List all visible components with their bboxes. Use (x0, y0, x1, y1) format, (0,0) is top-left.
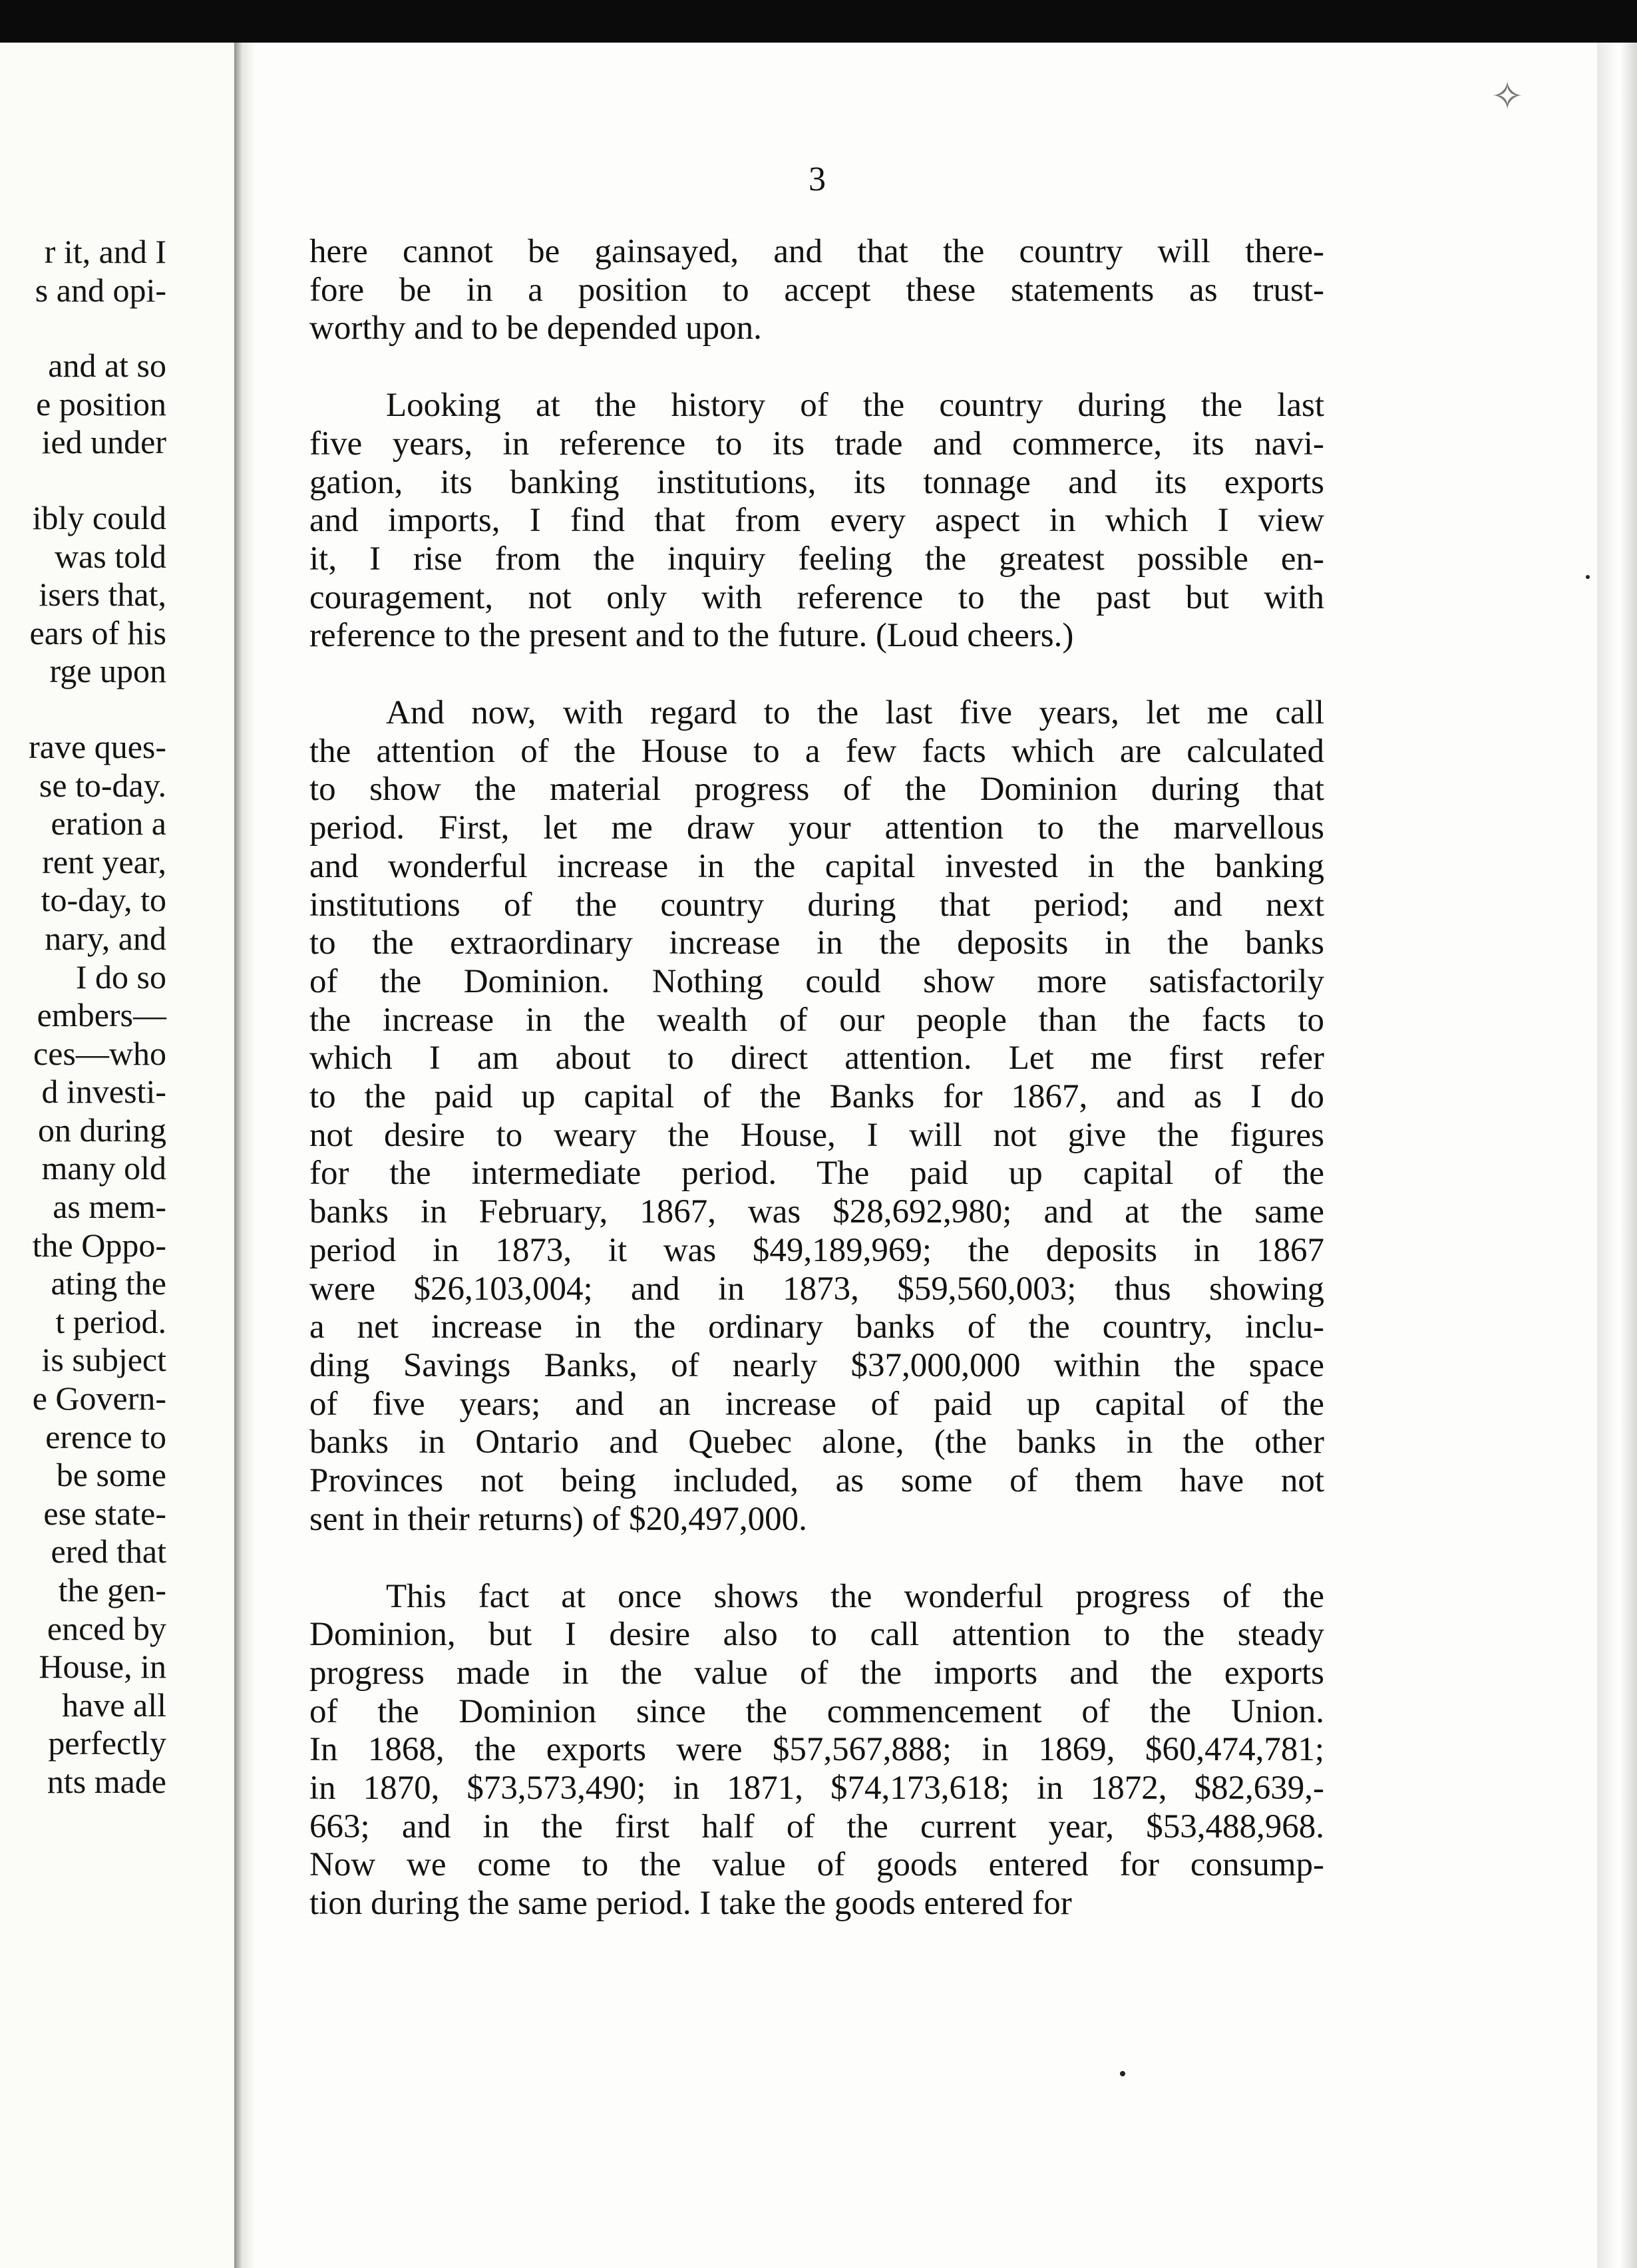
facing-line-fragment: ied under (41, 423, 166, 461)
facing-line-fragment: ating the (51, 1264, 166, 1302)
text-line: period. First, let me draw your attention to the marvellous (309, 809, 1324, 847)
facing-line-fragment: and at so (48, 347, 166, 385)
text-line: Dominion, but I desire also to call attention to the steady (309, 1616, 1324, 1654)
facing-line-fragment: rent year, (42, 843, 166, 880)
body-text (309, 233, 1324, 1962)
text-line: banks in February, 1867, was $28,692,980; and at the same (309, 1193, 1324, 1231)
paragraph-gap (0, 691, 166, 728)
text-line: five years, in reference to its trade and commerce, its navi- (309, 425, 1324, 463)
paragraph (309, 694, 1324, 1539)
text-line: worthy and to be depended upon. (309, 309, 762, 347)
facing-line-fragment: ibly could (32, 498, 166, 536)
stray-mark-dot (1586, 575, 1590, 579)
text-line: tion during the same period. I take the goods entered for (309, 1885, 1072, 1923)
facing-line-fragment: the Oppo- (32, 1226, 166, 1264)
facing-line-fragment: be some (56, 1456, 166, 1494)
paragraph (309, 387, 1324, 656)
text-line: in 1870, $73,573,490; in 1871, $74,173,618; in 1872, $82,639,- (309, 1770, 1324, 1807)
facing-line-fragment: on during (37, 1111, 166, 1149)
facing-line-fragment: s and opi- (35, 271, 166, 309)
facing-line-fragment: embers— (37, 996, 166, 1034)
facing-line-fragment: rave ques- (29, 727, 166, 765)
text-line: sent in their returns) of $20,497,000. (309, 1500, 807, 1538)
text-line: banks in Ontario and Quebec alone, (the banks in the other (309, 1423, 1324, 1461)
facing-line-fragment: se to-day. (39, 766, 166, 804)
text-line: reference to the present and to the future. (Loud cheers.) (309, 617, 1074, 655)
facing-line-fragment: as mem- (53, 1188, 166, 1226)
text-line: Now we come to the value of goods entered for consump- (309, 1846, 1324, 1884)
text-line: In 1868, the exports were $57,567,888; in 1869, $60,474,781; (309, 1731, 1324, 1769)
facing-line-fragment: ered that (51, 1533, 166, 1571)
facing-line-fragment: is subject (41, 1341, 166, 1379)
facing-line-fragment: ces—who (33, 1034, 166, 1072)
text-line: of the Dominion. Nothing could show more satisfactorily (309, 962, 1324, 1000)
facing-line-fragment: ese state- (43, 1494, 166, 1532)
text-line: and wonderful increase in the capital invested in the banking (309, 847, 1324, 885)
facing-line-fragment: House, in (39, 1648, 166, 1686)
facing-line-fragment: d investi- (41, 1073, 166, 1111)
text-line: and imports, I find that from every aspect in which I view (309, 502, 1324, 540)
facing-line-fragment: nary, and (45, 919, 166, 957)
page-edge (1597, 43, 1637, 2268)
paragraph (309, 233, 1324, 348)
text-line: to show the material progress of the Dominion during that (309, 771, 1324, 809)
facing-line-fragment: the gen- (58, 1571, 166, 1608)
text-line: couragement, not only with reference to the past but with (309, 578, 1324, 616)
text-line: ding Savings Banks, of nearly $37,000,000 within the space (309, 1346, 1324, 1384)
text-line: the increase in the wealth of our people than the facts to (309, 1001, 1324, 1039)
facing-line-fragment: erence to (45, 1418, 166, 1455)
text-line: not desire to weary the House, I will not give the figures (309, 1116, 1324, 1154)
page-number: 3 (809, 160, 826, 198)
text-line: to the extraordinary increase in the deposits in the banks (309, 924, 1324, 962)
text-line: institutions of the country during that period; and next (309, 886, 1324, 924)
facing-page-text (0, 233, 166, 1801)
facing-line-fragment: ears of his (29, 614, 166, 652)
text-line: which I am about to direct attention. Let me first refer (309, 1040, 1324, 1077)
text-line: fore be in a position to accept these statements as trust- (309, 271, 1324, 309)
facing-line-fragment: was told (54, 537, 166, 575)
text-line: of the Dominion since the commencement of the Union. (309, 1692, 1324, 1730)
text-line: to the paid up capital of the Banks for 1867, and as I do (309, 1078, 1324, 1116)
text-line: progress made in the value of the imports and the exports (309, 1654, 1324, 1692)
text-line: Looking at the history of the country during the last (386, 387, 1324, 425)
facing-line-fragment: rge upon (49, 652, 166, 690)
facing-line-fragment: isers that, (39, 576, 166, 614)
paragraph-gap (0, 309, 166, 347)
text-line: a net increase in the ordinary banks of the country, inclu- (309, 1308, 1324, 1346)
page-gutter (234, 43, 254, 2268)
text-line: here cannot be gainsayed, and that the country will there- (309, 233, 1324, 270)
text-line: Provinces not being included, as some of them have not (309, 1462, 1324, 1500)
facing-line-fragment: eration a (51, 805, 166, 843)
stray-mark-dot (1120, 2071, 1125, 2076)
facing-line-fragment: have all (62, 1686, 166, 1724)
facing-line-fragment: enced by (47, 1609, 166, 1647)
facing-line-fragment: r it, and I (44, 233, 166, 270)
text-line: This fact at once shows the wonderful progress of the (386, 1577, 1324, 1615)
text-line: the attention of the House to a few facts which are calculated (309, 732, 1324, 770)
paragraph-gap (0, 462, 166, 499)
facing-line-fragment: many old (41, 1149, 166, 1187)
text-line: 663; and in the first half of the current year, $53,488,968. (309, 1807, 1324, 1845)
facing-line-fragment: e Govern- (32, 1380, 166, 1418)
text-line: gation, its banking institutions, its tonnage and its exports (309, 463, 1324, 501)
text-line: for the intermediate period. The paid up capital of the (309, 1155, 1324, 1193)
facing-line-fragment: e position (36, 385, 166, 423)
facing-line-fragment: perfectly (48, 1724, 166, 1762)
text-line: of five years; and an increase of paid up capital of the (309, 1385, 1324, 1423)
text-line: period in 1873, it was $49,189,969; the deposits in 1867 (309, 1231, 1324, 1269)
facing-line-fragment: to-day, to (41, 881, 166, 919)
text-line: were $26,103,004; and in 1873, $59,560,003; thus showing (309, 1270, 1324, 1308)
text-line: And now, with regard to the last five years, let me call (386, 694, 1324, 732)
facing-line-fragment: nts made (47, 1762, 166, 1800)
facing-line-fragment: t period. (55, 1302, 166, 1340)
paragraph (309, 1578, 1324, 1923)
corner-smudge-icon: ✧ (1491, 73, 1525, 120)
facing-line-fragment: I do so (75, 958, 166, 996)
text-line: it, I rise from the inquiry feeling the greatest possible en- (309, 540, 1324, 578)
